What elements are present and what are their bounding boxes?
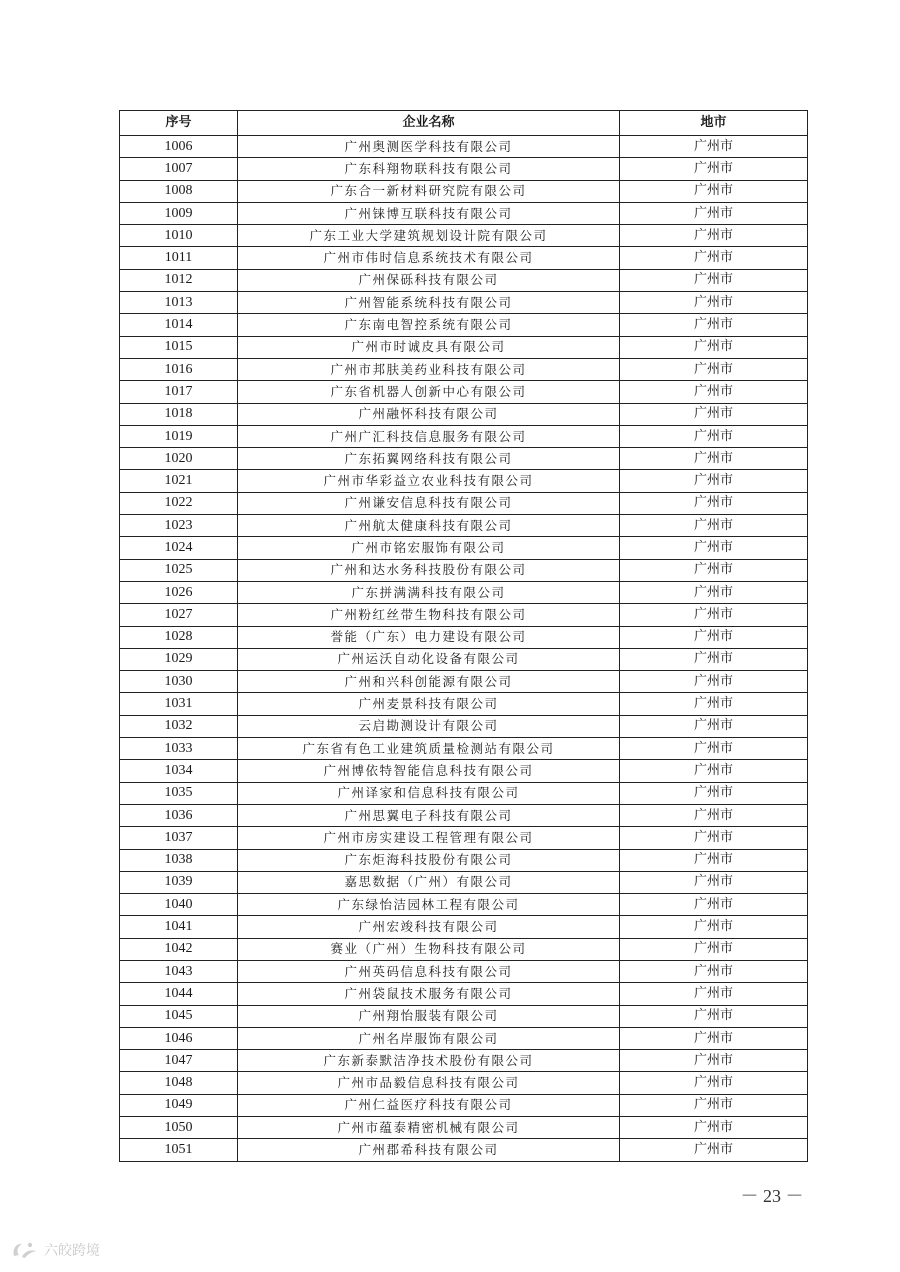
company-name: 广州谦安信息科技有限公司 bbox=[238, 492, 620, 514]
company-name: 嘉思数据（广州）有限公司 bbox=[238, 871, 620, 893]
row-index: 1044 bbox=[120, 983, 238, 1005]
table-row bbox=[120, 292, 808, 314]
row-index: 1016 bbox=[120, 358, 238, 380]
table-row bbox=[120, 1027, 808, 1049]
company-name: 广州市时诚皮具有限公司 bbox=[238, 336, 620, 358]
company-name: 广东南电智控系统有限公司 bbox=[238, 314, 620, 336]
table-row bbox=[120, 894, 808, 916]
city-name: 广州市 bbox=[620, 537, 808, 559]
city-name: 广州市 bbox=[620, 448, 808, 470]
row-index: 1017 bbox=[120, 381, 238, 403]
row-index: 1051 bbox=[120, 1139, 238, 1161]
row-index: 1047 bbox=[120, 1050, 238, 1072]
city-name: 广州市 bbox=[620, 1117, 808, 1139]
company-name: 广州市铭宏服饰有限公司 bbox=[238, 537, 620, 559]
city-name: 广州市 bbox=[620, 604, 808, 626]
header-index: 序号 bbox=[120, 111, 238, 136]
city-name: 广州市 bbox=[620, 871, 808, 893]
company-name: 广州奥测医学科技有限公司 bbox=[238, 136, 620, 158]
row-index: 1018 bbox=[120, 403, 238, 425]
city-name: 广州市 bbox=[620, 827, 808, 849]
table-row bbox=[120, 537, 808, 559]
city-name: 广州市 bbox=[620, 738, 808, 760]
city-name: 广州市 bbox=[620, 938, 808, 960]
company-name: 广州市蕴泰精密机械有限公司 bbox=[238, 1117, 620, 1139]
city-name: 广州市 bbox=[620, 202, 808, 224]
table-row bbox=[120, 738, 808, 760]
watermark-text: 六皎跨境 bbox=[44, 1243, 100, 1259]
row-index: 1011 bbox=[120, 247, 238, 269]
row-index: 1029 bbox=[120, 648, 238, 670]
table-row bbox=[120, 1117, 808, 1139]
city-name: 广州市 bbox=[620, 1139, 808, 1161]
company-name: 广州铼博互联科技有限公司 bbox=[238, 202, 620, 224]
table-row bbox=[120, 403, 808, 425]
company-name: 广州宏竣科技有限公司 bbox=[238, 916, 620, 938]
table-row bbox=[120, 515, 808, 537]
city-name: 广州市 bbox=[620, 136, 808, 158]
city-name: 广州市 bbox=[620, 894, 808, 916]
table-row bbox=[120, 381, 808, 403]
city-name: 广州市 bbox=[620, 626, 808, 648]
watermark bbox=[10, 1240, 100, 1260]
row-index: 1050 bbox=[120, 1117, 238, 1139]
row-index: 1006 bbox=[120, 136, 238, 158]
row-index: 1033 bbox=[120, 738, 238, 760]
company-name: 广州市品毅信息科技有限公司 bbox=[238, 1072, 620, 1094]
company-name: 广东科翔物联科技有限公司 bbox=[238, 158, 620, 180]
company-name: 云启勘测设计有限公司 bbox=[238, 715, 620, 737]
company-name: 广州融怀科技有限公司 bbox=[238, 403, 620, 425]
header-company-name: 企业名称 bbox=[238, 111, 620, 136]
company-name: 广州和达水务科技股份有限公司 bbox=[238, 559, 620, 581]
city-name: 广州市 bbox=[620, 470, 808, 492]
table-row bbox=[120, 247, 808, 269]
table-row bbox=[120, 804, 808, 826]
company-name: 广州思翼电子科技有限公司 bbox=[238, 804, 620, 826]
city-name: 广州市 bbox=[620, 1094, 808, 1116]
row-index: 1025 bbox=[120, 559, 238, 581]
table-row bbox=[120, 871, 808, 893]
row-index: 1038 bbox=[120, 849, 238, 871]
table-row bbox=[120, 581, 808, 603]
table-row bbox=[120, 158, 808, 180]
company-name: 赛业（广州）生物科技有限公司 bbox=[238, 938, 620, 960]
row-index: 1040 bbox=[120, 894, 238, 916]
row-index: 1030 bbox=[120, 671, 238, 693]
row-index: 1039 bbox=[120, 871, 238, 893]
company-name: 广州保砾科技有限公司 bbox=[238, 269, 620, 291]
row-index: 1042 bbox=[120, 938, 238, 960]
company-name: 广州郡希科技有限公司 bbox=[238, 1139, 620, 1161]
city-name: 广州市 bbox=[620, 760, 808, 782]
city-name: 广州市 bbox=[620, 960, 808, 982]
city-name: 广州市 bbox=[620, 225, 808, 247]
company-name: 广东绿怡洁园林工程有限公司 bbox=[238, 894, 620, 916]
company-name: 广州和兴科创能源有限公司 bbox=[238, 671, 620, 693]
table-row bbox=[120, 782, 808, 804]
city-name: 广州市 bbox=[620, 292, 808, 314]
table-row bbox=[120, 1139, 808, 1161]
city-name: 广州市 bbox=[620, 158, 808, 180]
table-row bbox=[120, 225, 808, 247]
row-index: 1026 bbox=[120, 581, 238, 603]
city-name: 广州市 bbox=[620, 671, 808, 693]
row-index: 1020 bbox=[120, 448, 238, 470]
city-name: 广州市 bbox=[620, 804, 808, 826]
city-name: 广州市 bbox=[620, 403, 808, 425]
company-name: 广州袋鼠技术服务有限公司 bbox=[238, 983, 620, 1005]
row-index: 1046 bbox=[120, 1027, 238, 1049]
company-name: 广州智能系统科技有限公司 bbox=[238, 292, 620, 314]
table-body bbox=[120, 136, 808, 1162]
header-row bbox=[120, 111, 808, 136]
row-index: 1007 bbox=[120, 158, 238, 180]
row-index: 1045 bbox=[120, 1005, 238, 1027]
row-index: 1024 bbox=[120, 537, 238, 559]
company-name: 广州英码信息科技有限公司 bbox=[238, 960, 620, 982]
city-name: 广州市 bbox=[620, 358, 808, 380]
row-index: 1008 bbox=[120, 180, 238, 202]
city-name: 广州市 bbox=[620, 849, 808, 871]
table-row bbox=[120, 1072, 808, 1094]
company-name: 广州翔怡服装有限公司 bbox=[238, 1005, 620, 1027]
city-name: 广州市 bbox=[620, 1050, 808, 1072]
table-row bbox=[120, 470, 808, 492]
company-name: 广州市华彩益立农业科技有限公司 bbox=[238, 470, 620, 492]
row-index: 1036 bbox=[120, 804, 238, 826]
company-name: 广州市伟时信息系统技术有限公司 bbox=[238, 247, 620, 269]
company-name: 广州粉红丝带生物科技有限公司 bbox=[238, 604, 620, 626]
company-name: 广东省机器人创新中心有限公司 bbox=[238, 381, 620, 403]
city-name: 广州市 bbox=[620, 782, 808, 804]
table-row bbox=[120, 938, 808, 960]
city-name: 广州市 bbox=[620, 648, 808, 670]
company-name: 广州市房实建设工程管理有限公司 bbox=[238, 827, 620, 849]
table-row bbox=[120, 960, 808, 982]
company-name: 广东合一新材料研究院有限公司 bbox=[238, 180, 620, 202]
company-name: 广州广汇科技信息服务有限公司 bbox=[238, 425, 620, 447]
table-row bbox=[120, 1094, 808, 1116]
table-header bbox=[120, 111, 808, 136]
city-name: 广州市 bbox=[620, 515, 808, 537]
row-index: 1009 bbox=[120, 202, 238, 224]
row-index: 1031 bbox=[120, 693, 238, 715]
table-row bbox=[120, 604, 808, 626]
row-index: 1032 bbox=[120, 715, 238, 737]
company-name: 广州麦景科技有限公司 bbox=[238, 693, 620, 715]
row-index: 1019 bbox=[120, 425, 238, 447]
row-index: 1027 bbox=[120, 604, 238, 626]
brand-logo-icon bbox=[10, 1240, 40, 1260]
table-row bbox=[120, 760, 808, 782]
table-row bbox=[120, 136, 808, 158]
company-name: 广东拓翼网络科技有限公司 bbox=[238, 448, 620, 470]
table-row bbox=[120, 559, 808, 581]
company-name: 广州仁益医疗科技有限公司 bbox=[238, 1094, 620, 1116]
table-row bbox=[120, 648, 808, 670]
table-row bbox=[120, 671, 808, 693]
row-index: 1022 bbox=[120, 492, 238, 514]
company-name: 广东炬海科技股份有限公司 bbox=[238, 849, 620, 871]
table-row bbox=[120, 336, 808, 358]
enterprise-table bbox=[119, 110, 808, 1162]
table-row bbox=[120, 1050, 808, 1072]
row-index: 1015 bbox=[120, 336, 238, 358]
row-index: 1034 bbox=[120, 760, 238, 782]
city-name: 广州市 bbox=[620, 983, 808, 1005]
company-name: 广州运沃自动化设备有限公司 bbox=[238, 648, 620, 670]
company-name: 广东省有色工业建筑质量检测站有限公司 bbox=[238, 738, 620, 760]
company-name: 广州市邦肤美药业科技有限公司 bbox=[238, 358, 620, 380]
city-name: 广州市 bbox=[620, 1005, 808, 1027]
city-name: 广州市 bbox=[620, 1027, 808, 1049]
row-index: 1012 bbox=[120, 269, 238, 291]
row-index: 1028 bbox=[120, 626, 238, 648]
table-row bbox=[120, 492, 808, 514]
city-name: 广州市 bbox=[620, 916, 808, 938]
company-name: 誉能（广东）电力建设有限公司 bbox=[238, 626, 620, 648]
company-name: 广东工业大学建筑规划设计院有限公司 bbox=[238, 225, 620, 247]
city-name: 广州市 bbox=[620, 381, 808, 403]
page-number: － 23 － bbox=[740, 1186, 804, 1206]
city-name: 广州市 bbox=[620, 425, 808, 447]
table-row bbox=[120, 626, 808, 648]
city-name: 广州市 bbox=[620, 581, 808, 603]
city-name: 广州市 bbox=[620, 247, 808, 269]
company-name: 广州航太健康科技有限公司 bbox=[238, 515, 620, 537]
company-name: 广州名岸服饰有限公司 bbox=[238, 1027, 620, 1049]
city-name: 广州市 bbox=[620, 269, 808, 291]
city-name: 广州市 bbox=[620, 559, 808, 581]
row-index: 1021 bbox=[120, 470, 238, 492]
row-index: 1014 bbox=[120, 314, 238, 336]
table-row bbox=[120, 827, 808, 849]
table-row bbox=[120, 983, 808, 1005]
row-index: 1048 bbox=[120, 1072, 238, 1094]
row-index: 1013 bbox=[120, 292, 238, 314]
row-index: 1041 bbox=[120, 916, 238, 938]
company-name: 广东新泰默洁净技术股份有限公司 bbox=[238, 1050, 620, 1072]
table-row bbox=[120, 180, 808, 202]
row-index: 1049 bbox=[120, 1094, 238, 1116]
table-row bbox=[120, 314, 808, 336]
table-row bbox=[120, 425, 808, 447]
company-name: 广州译家和信息科技有限公司 bbox=[238, 782, 620, 804]
city-name: 广州市 bbox=[620, 314, 808, 336]
city-name: 广州市 bbox=[620, 1072, 808, 1094]
table-row bbox=[120, 693, 808, 715]
table-row bbox=[120, 715, 808, 737]
company-name: 广东拼满满科技有限公司 bbox=[238, 581, 620, 603]
table-row bbox=[120, 849, 808, 871]
row-index: 1043 bbox=[120, 960, 238, 982]
table-row bbox=[120, 269, 808, 291]
city-name: 广州市 bbox=[620, 336, 808, 358]
table-row bbox=[120, 202, 808, 224]
table-row bbox=[120, 448, 808, 470]
header-city: 地市 bbox=[620, 111, 808, 136]
city-name: 广州市 bbox=[620, 715, 808, 737]
city-name: 广州市 bbox=[620, 693, 808, 715]
city-name: 广州市 bbox=[620, 492, 808, 514]
table-row bbox=[120, 916, 808, 938]
table-row bbox=[120, 1005, 808, 1027]
city-name: 广州市 bbox=[620, 180, 808, 202]
company-name: 广州博依特智能信息科技有限公司 bbox=[238, 760, 620, 782]
row-index: 1037 bbox=[120, 827, 238, 849]
row-index: 1023 bbox=[120, 515, 238, 537]
row-index: 1035 bbox=[120, 782, 238, 804]
row-index: 1010 bbox=[120, 225, 238, 247]
table-row bbox=[120, 358, 808, 380]
